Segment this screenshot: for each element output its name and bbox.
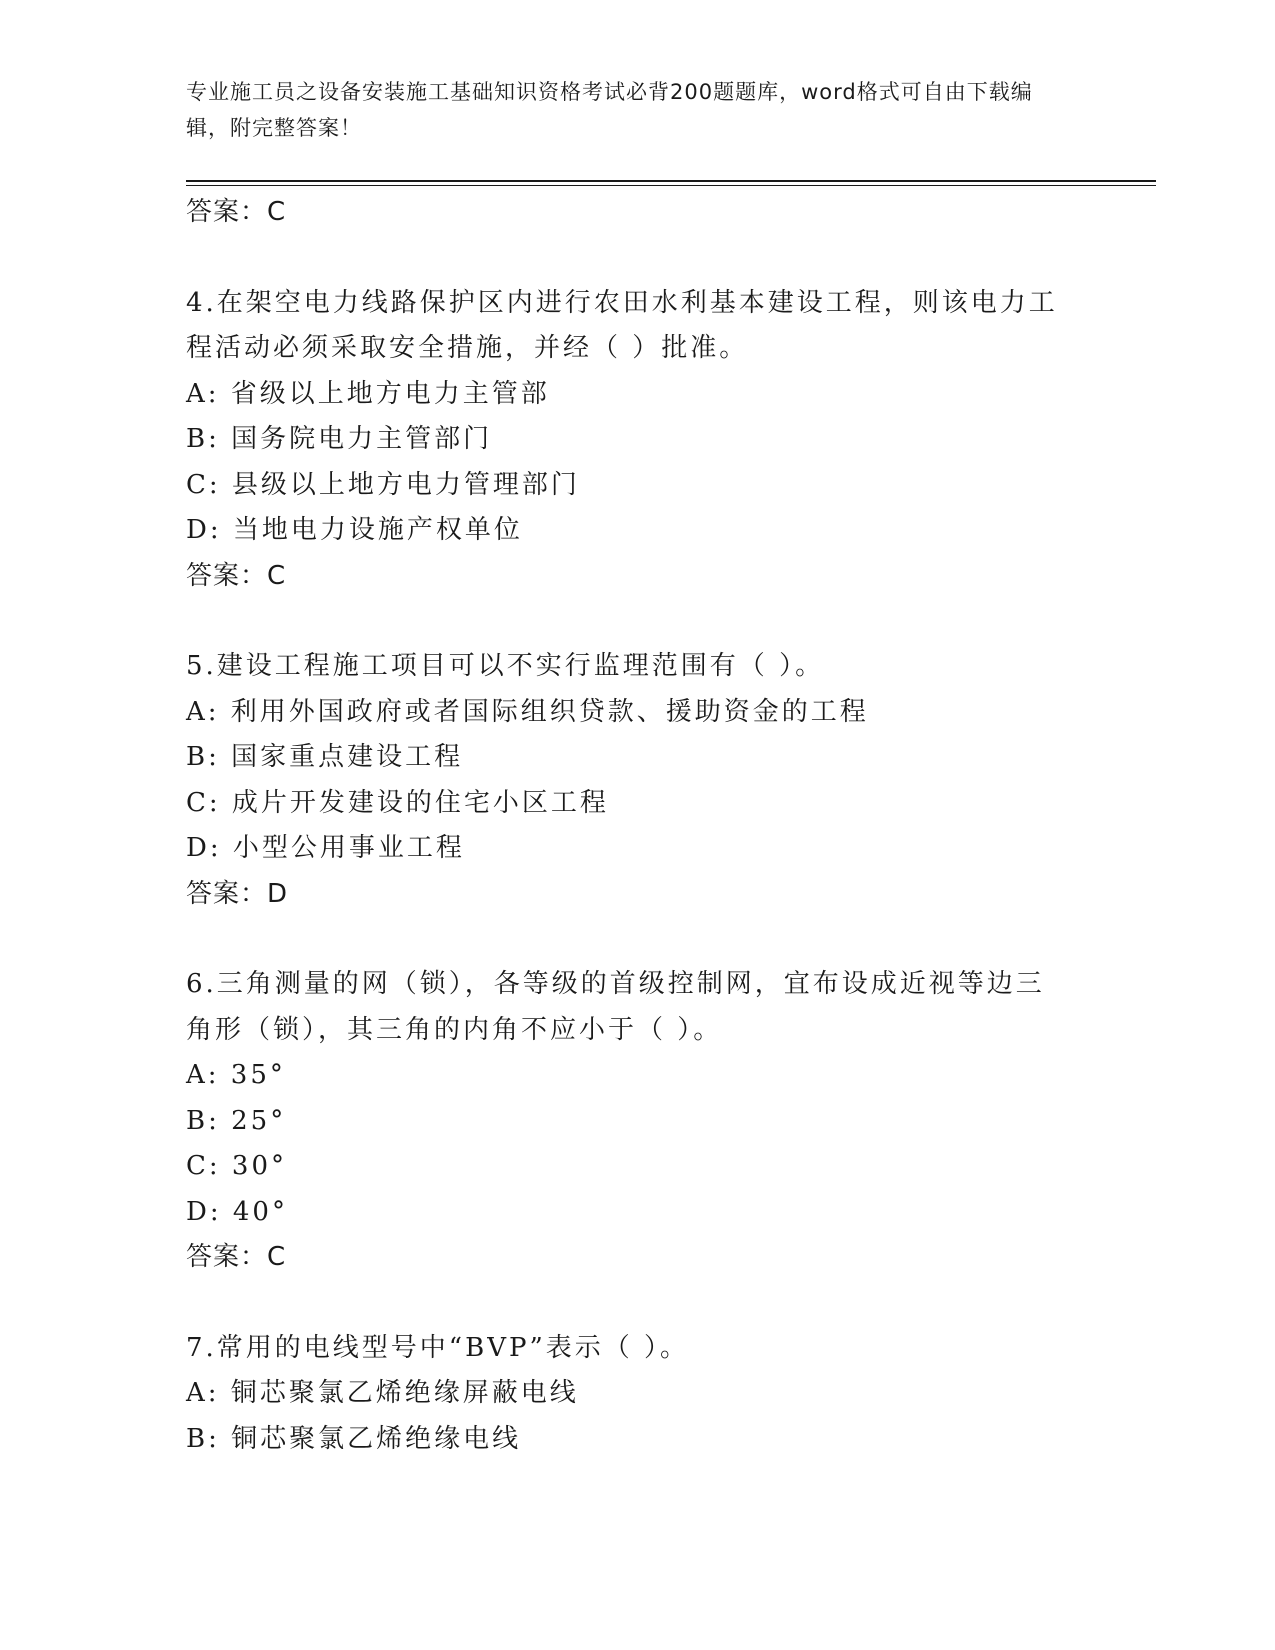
header-rule-thin [186,185,1156,186]
answer-line: 答案：D [186,878,289,909]
document-body [186,190,1086,1462]
answer-line: 答案：C [186,197,287,227]
question-stem: 6.三角测量的网（锁），各等级的首级控制网，宜布设成近视等边三 [186,969,1045,999]
header-rule [186,180,1156,182]
answer-line: 答案：C [186,1242,287,1272]
spacer [186,1281,1086,1326]
spacer [186,599,1086,644]
option-a: A: 铜芯聚氯乙烯绝缘屏蔽电线 [186,1378,579,1408]
question-4 [186,281,1086,600]
spacer [186,917,1086,962]
question-stem: 角形（锁），其三角的内角不应小于（ ）。 [186,1014,723,1045]
option-a: A: 35° [186,1060,286,1090]
option-c: C: 成片开发建设的住宅小区工程 [186,787,609,818]
option-b: B: 铜芯聚氯乙烯绝缘电线 [186,1423,522,1454]
header-title: 专业施工员之设备安装施工基础知识资格考试必背200题题库，word格式可自由下载编辑，附完整答案！ [186,80,1033,140]
option-c: C: 县级以上地方电力管理部门 [186,469,580,500]
question-stem: 4.在架空电力线路保护区内进行农田水利基本建设工程，则该电力工 [186,287,1058,318]
answer-line: 答案：C [186,560,287,591]
option-d: D: 40° [186,1196,288,1227]
spacer [186,236,1086,281]
option-b: B: 25° [186,1105,287,1136]
option-d: D: 当地电力设施产权单位 [186,515,523,545]
option-b: B: 国家重点建设工程 [186,742,464,772]
question-7 [186,1326,1086,1463]
option-d: D: 小型公用事业工程 [186,833,465,863]
question-stem: 7.常用的电线型号中“BVP”表示（ ）。 [186,1332,690,1363]
option-a: A: 利用外国政府或者国际组织贷款、援助资金的工程 [186,696,869,727]
option-c: C: 30° [186,1151,288,1181]
question-stem: 程活动必须采取安全措施，并经（ ）批准。 [186,333,749,363]
document-header [186,74,1066,146]
question-5 [186,644,1086,917]
option-a: A: 省级以上地方电力主管部 [186,378,550,409]
option-b: B: 国务院电力主管部门 [186,424,493,454]
question-6 [186,962,1086,1281]
question-stem: 5.建设工程施工项目可以不实行监理范围有（ ）。 [186,651,825,681]
